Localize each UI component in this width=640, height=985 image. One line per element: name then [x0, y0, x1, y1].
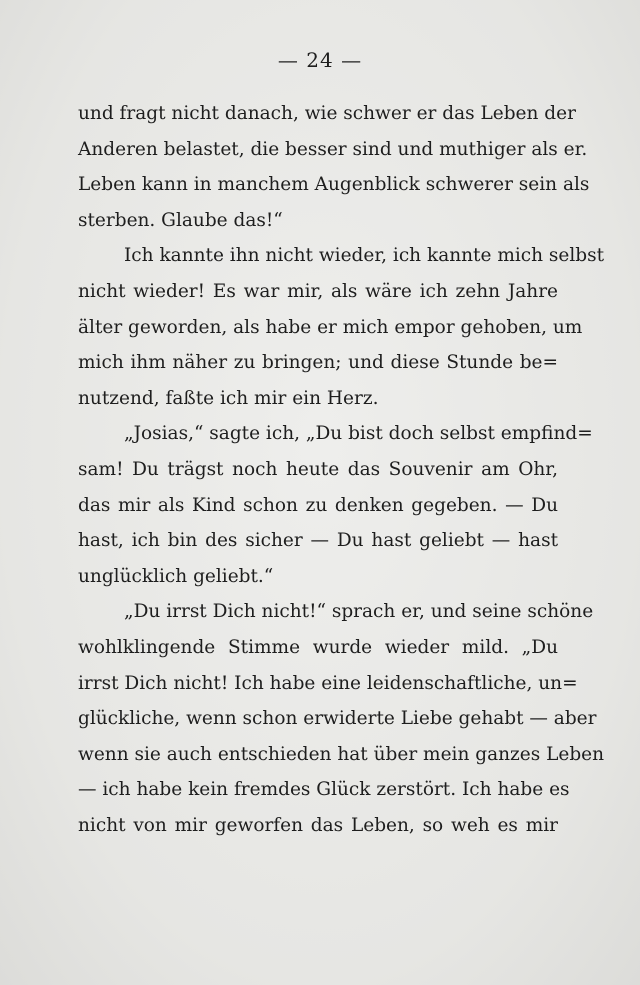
text-line: unglücklich geliebt.“	[78, 565, 274, 587]
text-line: sam! Du trägst noch heute das Souvenir am Ohr,	[78, 458, 558, 480]
text-line: „Du irrst Dich nicht!“ sprach er, und seine schöne	[124, 601, 594, 623]
text-line: sterben. Glaube das!“	[78, 209, 283, 231]
text-line: wohlklingende Stimme wurde wieder mild. „Du	[78, 636, 558, 658]
text-line: nutzend, faßte ich mir ein Herz.	[78, 387, 379, 409]
text-line: hast, ich bin des sicher — Du hast geliebt — hast	[78, 530, 558, 552]
text-line: glückliche, wenn schon erwiderte Liebe gehabt — aber	[78, 708, 597, 730]
text-line: Ich kannte ihn nicht wieder, ich kannte mich selbst	[124, 245, 605, 267]
text-line: und fragt nicht danach, wie schwer er das Leben der	[78, 103, 576, 124]
text-line: wenn sie auch entschieden hat über mein ganzes Leben	[78, 743, 605, 765]
text-line: nicht wieder! Es war mir, als wäre ich zehn Jahre	[78, 280, 558, 302]
text-line: älter geworden, als habe er mich empor gehoben, um	[78, 316, 583, 338]
text-line: nicht von mir geworfen das Leben, so weh es mir	[78, 814, 558, 836]
page-number: — 24 —	[277, 48, 363, 72]
text-line: „Josias,“ sagte ich, „Du bist doch selbst empfind=	[124, 423, 593, 445]
text-line: — ich habe kein fremdes Glück zerstört. Ich habe es	[78, 779, 570, 801]
text-line: Leben kann in manchem Augenblick schwerer sein als	[78, 174, 590, 196]
text-line: Anderen belastet, die besser sind und muthiger als er.	[78, 138, 588, 160]
text-line: das mir als Kind schon zu denken gegeben. — Du	[78, 494, 558, 516]
body-text	[78, 96, 605, 843]
text-line: irrst Dich nicht! Ich habe eine leidenschaftliche, un=	[78, 672, 578, 694]
text-line: mich ihm näher zu bringen; und diese Stunde be=	[78, 352, 558, 374]
